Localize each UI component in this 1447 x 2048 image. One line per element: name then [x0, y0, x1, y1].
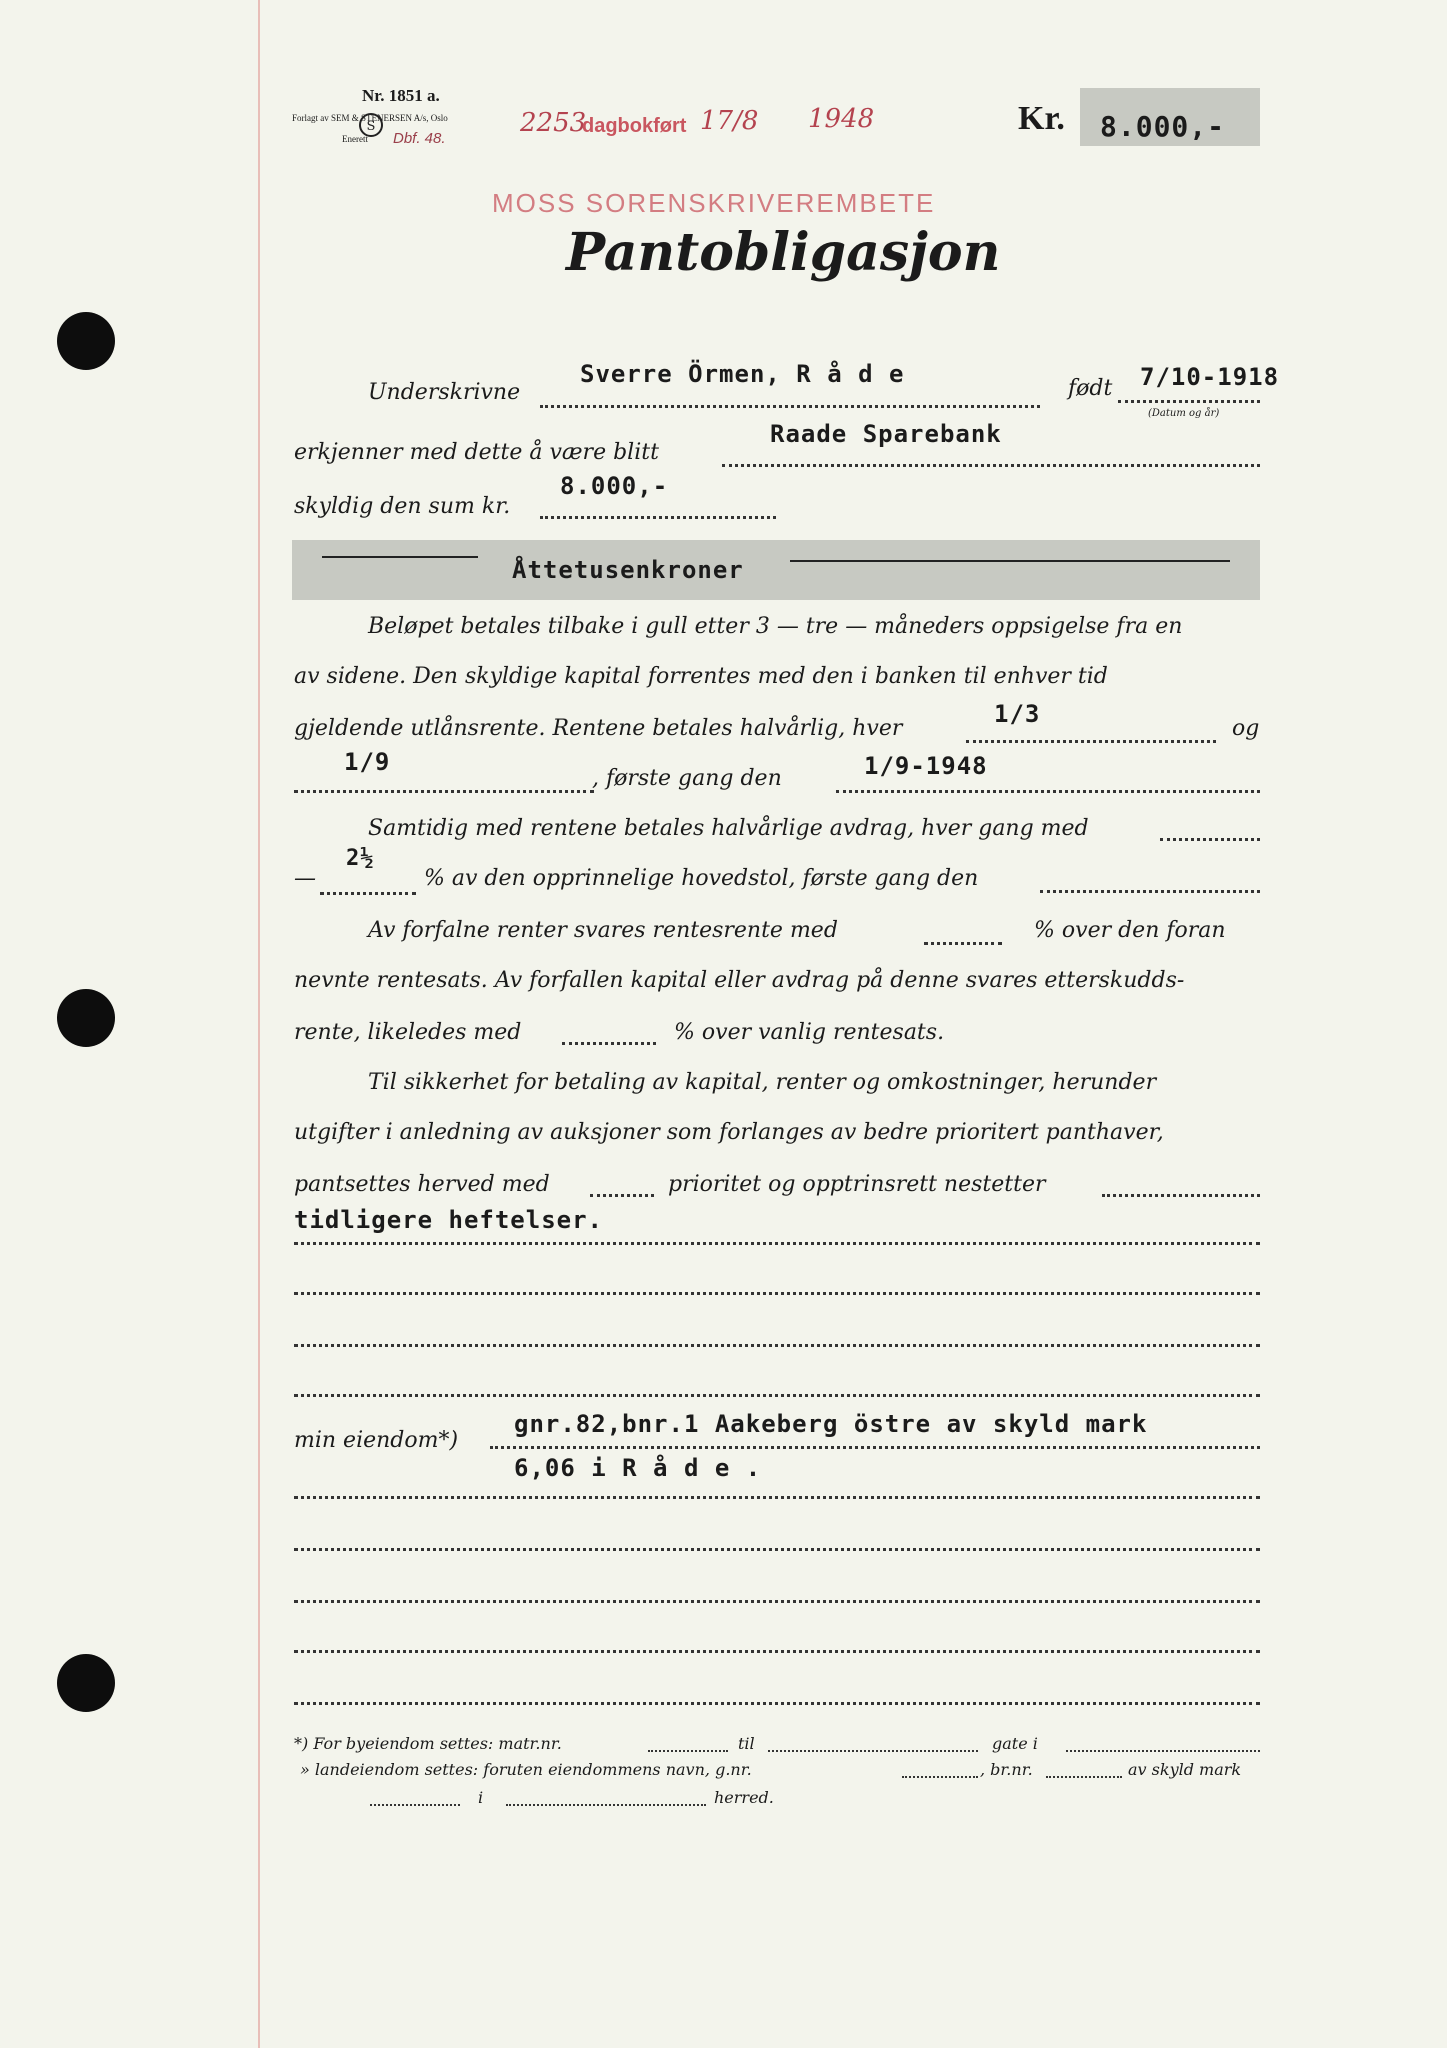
dotted-line: [294, 1650, 1260, 1653]
footnote-line: herred.: [714, 1788, 774, 1807]
dotted-line: [1046, 1776, 1122, 1778]
publisher-rights: Enerett: [342, 134, 368, 144]
dotted-line: [294, 1600, 1260, 1603]
dotted-line: [294, 1548, 1260, 1551]
dotted-line: [966, 740, 1216, 743]
dotted-line: [1118, 400, 1260, 403]
dotted-line: [490, 1446, 1260, 1449]
dotted-line: [294, 1394, 1260, 1397]
body-line: utgifter i anledning av auksjoner som forlanges av bedre prioritert panthaver,: [294, 1120, 1164, 1145]
dotted-line: [1160, 838, 1260, 841]
svg-text:S: S: [366, 119, 376, 134]
body-line: % av den opprinnelige hovedstol, første gang den: [424, 866, 979, 891]
first-interest-date: 1/9-1948: [864, 752, 988, 780]
dagbokfort-date: 17/8: [700, 106, 759, 136]
footnote-line: i: [478, 1788, 484, 1807]
margin-rule: [258, 0, 260, 2048]
dotted-line: [370, 1804, 460, 1806]
year-handwritten: 1948: [808, 104, 875, 134]
dotted-line: [294, 1292, 1260, 1295]
body-line: —: [294, 866, 316, 891]
dotted-line: [924, 942, 1002, 945]
publisher: Forlagt av SEM & STENERSEN A/s, Oslo: [292, 113, 448, 123]
dash-line: [790, 560, 1230, 562]
body-line: Beløpet betales tilbake i gull etter 3 — tre — måneders oppsigelse fra en: [368, 614, 1183, 639]
body-line: av sidene. Den skyldige kapital forrentes med den i banken til enhver tid: [294, 664, 1108, 689]
born-label: født: [1068, 376, 1113, 401]
body-line: prioritet og opptrinsrett nestetter: [668, 1172, 1046, 1197]
body-line: gjeldende utlånsrente. Rentene betales halvårlig, hver: [294, 716, 903, 741]
sum-words-value: Åttetusenkroner: [512, 556, 744, 584]
dotted-line: [540, 516, 776, 519]
body-line: pantsettes herved med: [294, 1172, 550, 1197]
body-line: Av forfalne renter svares rentesrente med: [368, 918, 838, 943]
footnote-line: av skyld mark: [1128, 1760, 1242, 1779]
publisher-logo: [358, 112, 384, 138]
footnote-line: til: [738, 1734, 755, 1753]
punch-hole: [57, 312, 115, 370]
undersigned-label: Underskrivne: [368, 380, 521, 405]
body-line: og: [1232, 716, 1260, 741]
dotted-line: [294, 1344, 1260, 1347]
office-stamp: MOSS SORENSKRIVEREMBETE: [492, 188, 936, 218]
body-line: nevnte rentesats. Av forfallen kapital eller avdrag på denne svares etterskudds-: [294, 968, 1185, 993]
creditor-value: Raade Sparebank: [770, 420, 1002, 448]
dotted-line: [590, 1194, 654, 1197]
dotted-line: [540, 405, 1040, 408]
dotted-line: [1102, 1194, 1260, 1197]
property-label: min eiendom*): [294, 1428, 459, 1453]
form-number: Nr. 1851 a.: [362, 86, 440, 105]
entry-number: 2253: [520, 108, 587, 138]
interest-date-2: 1/9: [344, 748, 391, 776]
interest-date-1: 1/3: [994, 700, 1041, 728]
dotted-line: [836, 790, 1260, 793]
body-line: % over vanlig rentesats.: [674, 1020, 945, 1045]
dotted-line: [506, 1804, 706, 1806]
footnote-line: gate i: [992, 1734, 1038, 1753]
punch-hole: [57, 1654, 115, 1712]
body-line: % over den foran: [1034, 918, 1226, 943]
punch-hole: [57, 989, 115, 1047]
body-line: Til sikkerhet for betaling av kapital, renter og omkostninger, herunder: [368, 1070, 1157, 1095]
born-value: 7/10-1918: [1140, 363, 1280, 391]
footnote-line: » landeiendom settes: foruten eiendommens navn, g.nr.: [300, 1760, 752, 1779]
amount-value: 8.000,-: [1100, 110, 1226, 143]
dotted-line: [902, 1776, 978, 1778]
footnote-line: , br.nr.: [980, 1760, 1033, 1779]
dotted-line: [1040, 890, 1260, 893]
print-code: Dbf. 48.: [393, 130, 446, 147]
dotted-line: [562, 1042, 656, 1045]
sum-words-band: [292, 540, 1260, 600]
dotted-line: [1066, 1750, 1260, 1752]
kr-label: Kr.: [1018, 100, 1065, 137]
dash-line: [322, 556, 478, 558]
installment-percent: 2½: [346, 846, 375, 871]
born-hint: (Datum og år): [1148, 408, 1220, 419]
property-value: gnr.82,bnr.1 Aakeberg östre av skyld mark: [514, 1410, 1148, 1438]
footnote-line: *) For byeiendom settes: matr.nr.: [294, 1734, 562, 1753]
dotted-line: [768, 1750, 978, 1752]
dotted-line: [294, 1702, 1260, 1705]
dotted-line: [320, 892, 416, 895]
property-value: 6,06 i R å d e .: [514, 1454, 762, 1482]
sum-label: skyldig den sum kr.: [294, 494, 511, 519]
acknowledge-label: erkjenner med dette å være blitt: [294, 440, 659, 465]
dotted-line: [648, 1750, 728, 1752]
undersigned-value: Sverre Örmen, R å d e: [580, 360, 905, 388]
body-line: Samtidig med rentene betales halvårlige avdrag, hver gang med: [368, 816, 1089, 841]
dagbokfort-stamp: dagbokført: [582, 115, 687, 137]
dotted-line: [722, 464, 1260, 467]
priority-value: tidligere heftelser.: [294, 1206, 603, 1234]
sum-value: 8.000,-: [560, 472, 669, 500]
dotted-line: [294, 790, 594, 793]
body-line: rente, likeledes med: [294, 1020, 522, 1045]
dotted-line: [294, 1242, 1260, 1245]
dotted-line: [294, 1496, 1260, 1499]
document-title: Pantobligasjon: [566, 222, 1001, 283]
body-line: , første gang den: [592, 766, 782, 791]
